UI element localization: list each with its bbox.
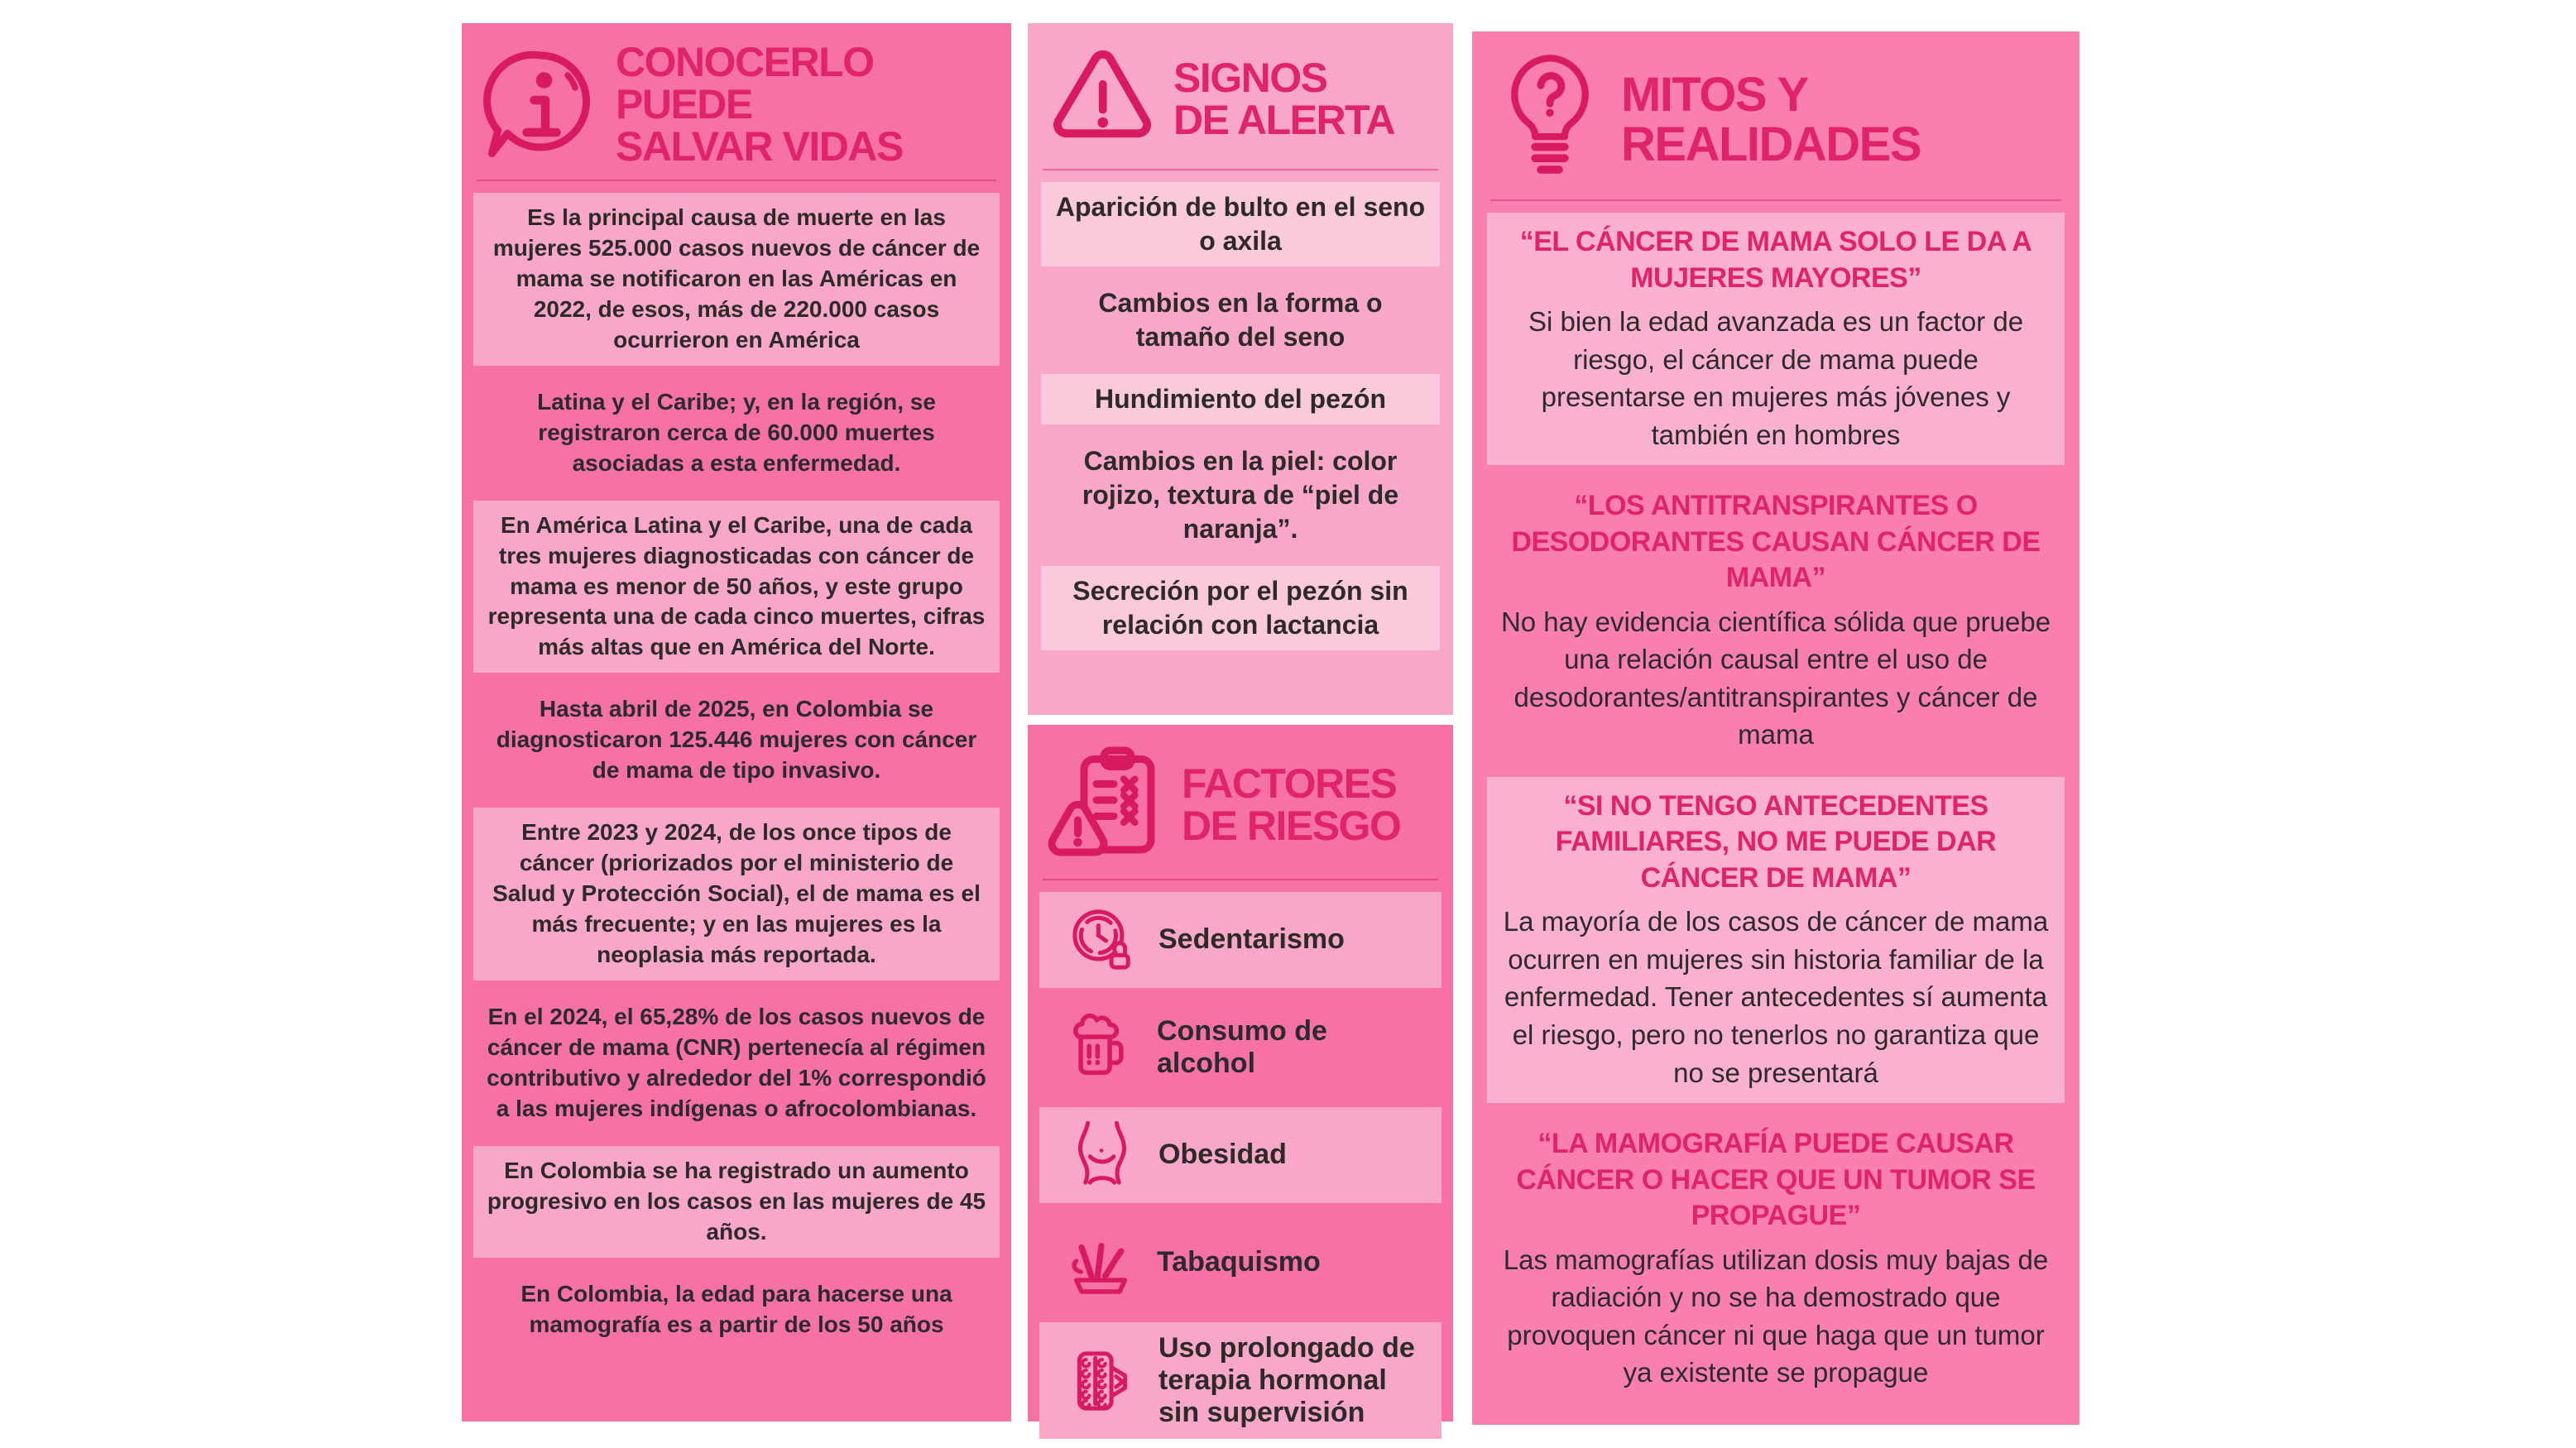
fact-item bbox=[472, 377, 1001, 489]
panel-signos-header bbox=[1038, 35, 1443, 161]
fact-item bbox=[472, 1269, 1001, 1350]
warning-sign-text: Aparición de bulto en el seno o axila bbox=[1055, 192, 1426, 256]
sedentary-clock-icon bbox=[1064, 902, 1140, 978]
pill-blister-icon bbox=[1064, 1343, 1140, 1419]
risk-factor-label: Tabaquismo bbox=[1157, 1246, 1321, 1278]
myths-list bbox=[1485, 213, 2066, 1410]
fact-item bbox=[472, 992, 1001, 1134]
myth-title: “EL CÁNCER DE MAMA SOLO LE DA A MUJERES MAYORES” bbox=[1519, 226, 2032, 294]
panel-conocerlo-title bbox=[616, 41, 995, 168]
fact-text: En el 2024, el 65,28% de los casos nuevos de cáncer de mama (CNR) pertenecía al régimen contributivo y alrededor del 1% correspondió a las mujeres indígenas o afrocolombianas. bbox=[487, 1004, 986, 1121]
warning-sign-item bbox=[1038, 278, 1443, 362]
title-divider bbox=[477, 180, 996, 181]
fact-text: Entre 2023 y 2024, de los once tipos de cáncer (priorizados por el ministerio de Salud y Protección Social), el de mama es el más frecuente; y en las mujeres es la neoplasia más reportada. bbox=[492, 819, 981, 968]
fact-text: En América Latina y el Caribe, una de cada tres mujeres diagnosticadas con cáncer de mama es menor de 50 años, y este grupo representa una de cada cinco muertes, cifras más altas que en América del Norte. bbox=[487, 511, 986, 660]
info-icon bbox=[478, 43, 602, 167]
fact-text: En Colombia, la edad para hacerse una mamografía es a partir de los 50 años bbox=[520, 1280, 952, 1337]
panel-mitos-header bbox=[1485, 45, 2066, 191]
fact-text: Es la principal causa de muerte en las mujeres 525.000 casos nuevos de cáncer de mama se notificaron en las Américas en 2022, de esos, más de 220.000 casos ocurrieron en América bbox=[492, 204, 981, 352]
title-line: SIGNOS bbox=[1173, 55, 1327, 101]
title-line: MITOS Y bbox=[1621, 68, 1808, 122]
panel-conocerlo-header bbox=[472, 35, 1001, 171]
warning-signs-list bbox=[1038, 182, 1443, 702]
title-divider bbox=[1490, 199, 2061, 201]
panel-mitos bbox=[1472, 31, 2080, 1425]
risk-factors-list bbox=[1038, 892, 1443, 1439]
myth-item bbox=[1487, 777, 2065, 1103]
warning-sign-text: Cambios en la piel: color rojizo, textura de “piel de naranja”. bbox=[1082, 445, 1399, 544]
fact-text: En Colombia se ha registrado un aumento progresivo en los casos en las mujeres de 45 años. bbox=[487, 1157, 986, 1244]
myth-item bbox=[1485, 477, 2066, 765]
myth-reality-text: La mayoría de los casos de cáncer de mama ocurren en mujeres sin historia familiar de la enfermedad. Tener antecedentes sí aumenta el riesgo, pero no tenerlos no garantiza que no se presentará bbox=[1503, 906, 2049, 1088]
cigarettes-ashtray-icon bbox=[1063, 1225, 1139, 1301]
panel-signos-title bbox=[1173, 57, 1394, 141]
title-divider bbox=[1043, 879, 1438, 880]
title-line: CONOCERLO PUEDE bbox=[616, 39, 874, 127]
facts-list bbox=[472, 193, 1001, 1408]
warning-sign-item bbox=[1041, 566, 1440, 650]
risk-factor-label: Uso prolongado de terapia hormonal sin supervisión bbox=[1158, 1332, 1415, 1429]
risk-checklist-icon bbox=[1044, 743, 1168, 867]
warning-sign-item bbox=[1041, 182, 1440, 266]
risk-factor-item bbox=[1038, 1000, 1443, 1096]
fact-item bbox=[473, 808, 1000, 981]
title-line: DE ALERTA bbox=[1173, 97, 1395, 143]
myth-title: “LA MAMOGRAFÍA PUEDE CAUSAR CÁNCER O HACER QUE UN TUMOR SE PROPAGUE” bbox=[1516, 1128, 2036, 1232]
fact-item bbox=[473, 1146, 1000, 1258]
fact-text: Hasta abril de 2025, en Colombia se diagnosticaron 125.446 mujeres con cáncer de mama de tipo invasivo. bbox=[496, 696, 977, 784]
title-line: DE RIESGO bbox=[1182, 803, 1401, 849]
risk-factor-label: Obesidad bbox=[1158, 1139, 1287, 1171]
title-line: SALVAR VIDAS bbox=[616, 123, 903, 170]
warning-triangle-icon bbox=[1044, 41, 1160, 157]
risk-factor-label: Sedentarismo bbox=[1158, 923, 1345, 956]
question-bulb-icon bbox=[1492, 51, 1608, 188]
fact-item bbox=[473, 501, 1000, 674]
myth-item bbox=[1485, 1115, 2066, 1403]
risk-factor-item bbox=[1039, 1107, 1442, 1203]
title-divider bbox=[1043, 169, 1438, 170]
title-line: REALIDADES bbox=[1621, 117, 1921, 171]
beer-mug-icon bbox=[1063, 1009, 1139, 1086]
panel-factores bbox=[1028, 725, 1453, 1429]
fact-text: Latina y el Caribe; y, en la región, se registraron cerca de 60.000 muertes asociadas a esta enfermedad. bbox=[537, 388, 936, 476]
risk-factor-item bbox=[1039, 1322, 1442, 1439]
warning-sign-text: Cambios en la forma o tamaño del seno bbox=[1098, 287, 1383, 352]
risk-factor-label: Consumo de alcohol bbox=[1157, 1014, 1327, 1079]
warning-sign-item bbox=[1041, 374, 1440, 424]
risk-factor-item bbox=[1038, 1215, 1443, 1311]
fact-item bbox=[472, 684, 1001, 796]
myth-reality-text: No hay evidencia científica sólida que pruebe una relación causal entre el uso de desodorantes/antitranspirantes y cáncer de mama bbox=[1500, 606, 2051, 750]
panel-factores-header bbox=[1038, 736, 1443, 870]
fact-item bbox=[473, 193, 1000, 366]
myth-title: “SI NO TENGO ANTECEDENTES FAMILIARES, NO ME PUEDE DAR CÁNCER DE MAMA” bbox=[1555, 789, 1997, 894]
title-line: FACTORES bbox=[1182, 760, 1397, 807]
myth-item bbox=[1487, 213, 2065, 465]
panel-factores-title bbox=[1182, 760, 1401, 849]
warning-sign-item bbox=[1038, 436, 1443, 554]
warning-sign-text: Hundimiento del pezón bbox=[1095, 383, 1386, 414]
warning-sign-text: Secreción por el pezón sin relación con lactancia bbox=[1072, 575, 1408, 640]
panel-conocerlo bbox=[462, 23, 1011, 1422]
myth-title: “LOS ANTITRANSPIRANTES O DESODORANTES CAUSAN CÁNCER DE MAMA” bbox=[1511, 490, 2041, 594]
panel-mitos-title bbox=[1621, 68, 1921, 171]
belly-icon bbox=[1064, 1117, 1140, 1193]
panel-signos bbox=[1028, 23, 1453, 715]
myth-reality-text: Si bien la edad avanzada es un factor de riesgo, el cáncer de mama puede presentarse en mujeres más jóvenes y también en hombres bbox=[1528, 306, 2024, 450]
myth-reality-text: Las mamografías utilizan dosis muy bajas de radiación y no se ha demostrado que provoquen cáncer ni que haga que un tumor ya existente se propague bbox=[1503, 1244, 2049, 1388]
risk-factor-item bbox=[1039, 892, 1442, 988]
